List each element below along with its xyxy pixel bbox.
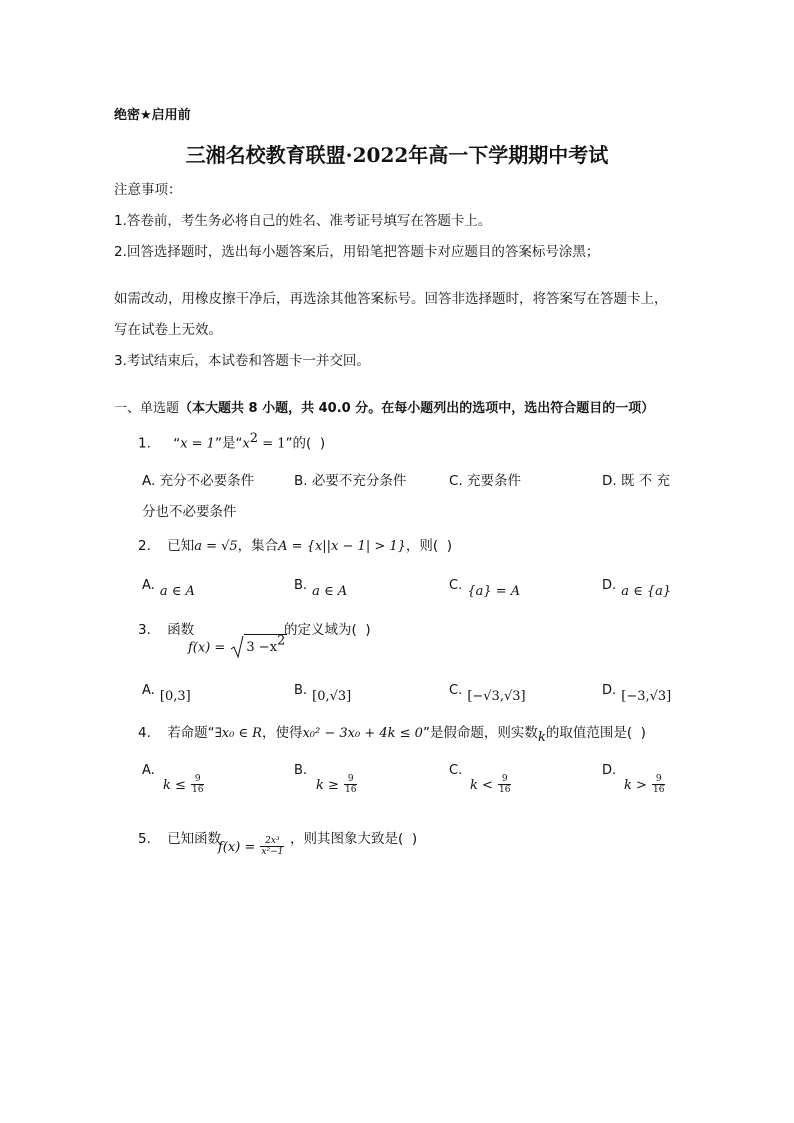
q4-option-c-label[interactable]: C. bbox=[449, 763, 463, 778]
question-number: 1. bbox=[138, 435, 151, 452]
q3-option-d[interactable] bbox=[602, 679, 672, 704]
q4-option-a-label[interactable]: A. bbox=[142, 763, 155, 778]
fraction: $\frac{9}{16}$ bbox=[653, 774, 665, 795]
q3-radicand: 3 −x bbox=[246, 640, 278, 656]
q1-end: ”的( ) bbox=[285, 435, 326, 452]
option-value: k ≤ bbox=[163, 778, 186, 793]
exam-title: 三湘名校教育联盟·2022年高一下学期期中考试 bbox=[185, 143, 609, 167]
q3-option-b[interactable] bbox=[294, 679, 352, 704]
q2-text-3: ，则( ) bbox=[405, 538, 453, 554]
q5-text-2: ，则其图象大致是( ) bbox=[290, 831, 418, 847]
q3-radicand-box: $3 -x^2$ bbox=[246, 634, 286, 656]
option-label: A. bbox=[142, 683, 155, 698]
question-number: 4. bbox=[138, 725, 151, 741]
q1-mid: ”是“ bbox=[214, 435, 243, 452]
fraction: $\frac{9}{16}$ bbox=[345, 774, 357, 795]
q3-option-a[interactable] bbox=[142, 679, 191, 704]
q1-option-a[interactable]: A. 充分不必要条件 bbox=[142, 473, 255, 489]
q2-option-b[interactable] bbox=[294, 574, 348, 599]
q4-option-d-label[interactable]: D. bbox=[602, 763, 617, 778]
notice-item-1: 1.答卷前，考生务必将自己的姓名、准考证号填写在答题卡上。 bbox=[114, 213, 492, 229]
fraction: $\frac{9}{16}$ bbox=[192, 774, 204, 795]
q1-math-2a: x bbox=[242, 436, 250, 452]
question-1: 1. “x = 1”是“$x^2 = 1$”的( ) bbox=[138, 431, 326, 452]
q4-option-d[interactable] bbox=[624, 774, 665, 795]
q1-option-d[interactable]: D. 既 不 充 bbox=[602, 473, 671, 489]
q1-option-b[interactable]: B. 必要不充分条件 bbox=[294, 473, 407, 489]
question-number: 5. bbox=[138, 831, 151, 847]
notice-item-2: 2.回答选择题时，选出每小题答案后，用铅笔把答题卡对应题目的答案标号涂黑； bbox=[114, 244, 600, 260]
q4-text-3: ”是假命题，则实数 bbox=[422, 725, 538, 741]
q3-text-2: 的定义域为( ) bbox=[284, 622, 371, 638]
q4-math-2: x₀² − 3x₀ + 4k ≤ 0 bbox=[302, 726, 423, 741]
q4-math-3: k bbox=[537, 730, 546, 745]
q4-option-c[interactable] bbox=[470, 774, 511, 795]
q5-fx: f(x) = bbox=[218, 840, 256, 855]
q4-option-b-label[interactable]: B. bbox=[294, 763, 308, 778]
fraction: $\frac{9}{16}$ bbox=[499, 774, 511, 795]
confidential-label: 绝密★启用前 bbox=[114, 108, 191, 123]
option-value: a ∈ {a} bbox=[621, 584, 672, 599]
q4-option-b[interactable] bbox=[316, 774, 357, 795]
fraction: $\frac{\text{2x³}}{\text{x²−1}}$ bbox=[261, 836, 284, 857]
q3-formula bbox=[188, 634, 287, 659]
option-value: {a} = A bbox=[467, 584, 521, 599]
q2-math-1: a = √5 bbox=[194, 539, 238, 554]
option-label: B. bbox=[294, 578, 308, 593]
option-value: a ∈ A bbox=[312, 584, 348, 599]
option-label: B. bbox=[294, 683, 308, 698]
question-4 bbox=[138, 721, 646, 745]
option-value: [−3,√3] bbox=[621, 689, 672, 704]
q3-fx: f(x) = bbox=[188, 640, 226, 656]
notice-item-2-cont2: 写在试卷上无效。 bbox=[114, 322, 222, 338]
option-value: k > bbox=[624, 778, 647, 793]
q1-math-1: x = 1 bbox=[180, 436, 215, 452]
q2-option-a[interactable] bbox=[142, 574, 195, 599]
q4-option-a[interactable] bbox=[163, 774, 204, 795]
option-value: a ∈ A bbox=[159, 584, 195, 599]
q2-option-d[interactable] bbox=[602, 574, 672, 599]
option-value: [0,3] bbox=[159, 689, 191, 704]
q3-option-c[interactable] bbox=[449, 679, 526, 704]
option-label: C. bbox=[449, 578, 463, 593]
sqrt-icon bbox=[230, 635, 244, 659]
q4-text-2: ，使得 bbox=[261, 725, 303, 741]
q4-text-4: 的取值范围是( ) bbox=[545, 725, 646, 741]
option-label: D. bbox=[602, 683, 617, 698]
q1-option-d-cont: 分也不必要条件 bbox=[142, 504, 237, 520]
notice-heading: 注意事项： bbox=[114, 182, 182, 198]
section-heading-detail: （本大题共 8 小题，共 40.0 分。在每小题列出的选项中，选出符合题目的一项） bbox=[179, 401, 655, 416]
q4-math-1: ∃x₀ ∈ R bbox=[214, 726, 262, 741]
q3-text-1: 函数 bbox=[167, 622, 195, 638]
q1-open-quote: “ bbox=[173, 435, 181, 452]
q2-text-1: 已知 bbox=[167, 538, 195, 554]
option-label: C. bbox=[449, 683, 463, 698]
q1-option-c[interactable]: C. 充要条件 bbox=[449, 473, 522, 489]
q5-text-1: 已知函数 bbox=[167, 831, 222, 847]
question-3 bbox=[138, 618, 194, 638]
q5-formula bbox=[218, 836, 284, 857]
option-value: k < bbox=[470, 778, 493, 793]
question-number: 2. bbox=[138, 538, 151, 554]
notice-item-2-cont: 如需改动，用橡皮擦干净后，再选涂其他答案标号。回答非选择题时，将答案写在答题卡上， bbox=[114, 291, 668, 307]
section-heading bbox=[114, 397, 654, 416]
q4-text-1: 若命题“ bbox=[167, 725, 215, 741]
question-2 bbox=[138, 534, 452, 554]
question-number: 3. bbox=[138, 622, 151, 638]
option-value: [0,√3] bbox=[312, 689, 352, 704]
option-value: [−√3,√3] bbox=[467, 689, 526, 704]
option-value: k ≥ bbox=[316, 778, 339, 793]
question-5 bbox=[138, 827, 221, 847]
q2-math-2: A = {x||x − 1| > 1} bbox=[278, 539, 406, 554]
q2-option-c[interactable] bbox=[449, 574, 521, 599]
option-label: A. bbox=[142, 578, 155, 593]
option-label: D. bbox=[602, 578, 617, 593]
q1-math-2b: = 1 bbox=[258, 436, 286, 452]
q2-text-2: ，集合 bbox=[237, 538, 279, 554]
notice-item-3: 3.考试结束后，本试卷和答题卡一并交回。 bbox=[114, 353, 370, 369]
section-heading-prefix: 一、单选题 bbox=[114, 401, 180, 416]
